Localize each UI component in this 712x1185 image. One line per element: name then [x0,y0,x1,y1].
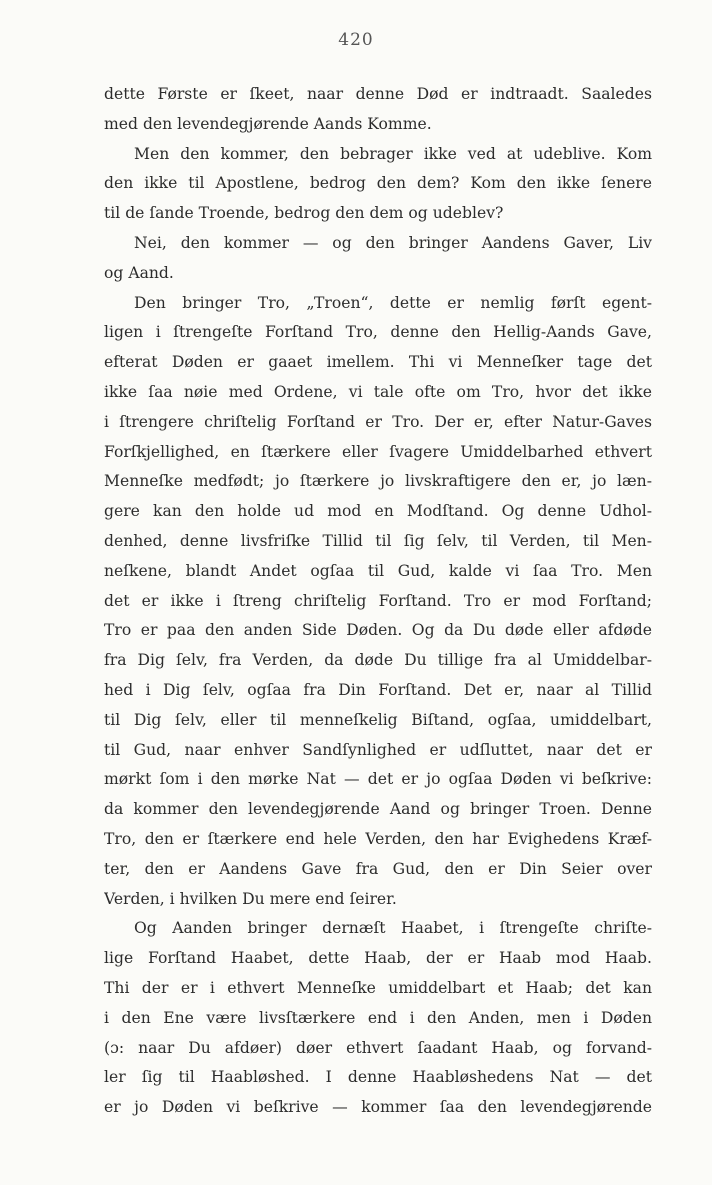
text-line: gere kan den holde ud mod en Modſtand. Og denne Udhol- [104,502,652,521]
text-line: dette Første er ſkeet, naar denne Død er indtraadt. Saaledes [104,85,652,103]
text-line: efterat Døden er gaaet imellem. Thi vi Menneſker tage det [104,353,652,372]
text-line: ler ſig til Haabløshed. I denne Haabløshedens Nat — det [104,1068,652,1087]
text-line: Tro er paa den anden Side Døden. Og da Du døde eller afdøde [104,621,652,640]
text-line: ikke ſaa nøie med Ordene, vi tale ofte om Tro, hvor det ikke [104,382,652,401]
text-line: neſkene, blandt Andet ogſaa til Gud, kalde vi ſaa Tro. Men [104,561,652,580]
body-text [104,80,652,1123]
text-line: Nei, den kommer — og den bringer Aandens Gaver, Liv [134,233,652,252]
text-line: er jo Døden vi beſkrive — kommer ſaa den levendegjørende [104,1098,652,1117]
text-line: til Gud, naar enhver Sandſynlighed er udſluttet, naar det er [104,740,652,759]
text-line: i den Ene være livsſtærkere end i den Anden, men i Døden [104,1008,652,1027]
text-line: fra Dig ſelv, fra Verden, da døde Du tillige fra al Umiddelbar- [104,651,652,670]
text-line: Den bringer Tro, „Troen“, dette er nemlig førſt egent- [134,293,652,312]
text-line: Og Aanden bringer dernæſt Haabet, i ſtrengeſte chriſte- [134,919,652,938]
text-line: hed i Dig ſelv, ogſaa fra Din Forſtand. Det er, naar al Tillid [104,680,652,699]
text-line: da kommer den levendegjørende Aand og bringer Troen. Denne [104,800,652,819]
text-line: denhed, denne livsfriſke Tillid til ſig ſelv, til Verden, til Men- [104,531,652,550]
text-line: det er ikke i ſtreng chriſtelig Forſtand. Tro er mod Forſtand; [104,591,652,610]
text-line: Thi der er i ethvert Menneſke umiddelbart et Haab; det kan [104,978,652,997]
text-line: med den levendegjørende Aands Komme. [104,114,432,133]
text-line: ligen i ſtrengeſte Forſtand Tro, denne den Hellig-Aands Gave, [104,323,652,342]
text-line: den ikke til Apostlene, bedrog den dem? Kom den ikke ſenere [104,174,652,193]
text-line: til de ſande Troende, bedrog den dem og udeblev? [104,204,504,223]
text-line: Tro, den er ſtærkere end hele Verden, den har Evighedens Kræf- [104,829,652,848]
page-number: 420 [338,30,374,50]
text-line: lige Forſtand Haabet, dette Haab, der er Haab mod Haab. [104,949,652,968]
text-line: i ſtrengere chriſtelig Forſtand er Tro. Der er, efter Natur-Gaves [104,412,652,431]
text-line: ter, den er Aandens Gave fra Gud, den er Din Seier over [104,859,652,878]
text-line: Forſkjellighed, en ſtærkere eller ſvagere Umiddelbarhed ethvert [104,442,652,461]
text-line: Verden, i hvilken Du mere end ſeirer. [104,889,397,908]
text-line: Men den kommer, den bebrager ikke ved at udeblive. Kom [134,144,652,163]
text-line: (ɔ: naar Du afdøer) døer ethvert ſaadant Haab, og forvand- [104,1038,652,1057]
text-line: til Dig ſelv, eller til menneſkelig Biſtand, ogſaa, umiddelbart, [104,710,652,729]
text-line: og Aand. [104,263,174,282]
text-line: mørkt ſom i den mørke Nat — det er jo ogſaa Døden vi beſkrive: [104,770,652,789]
text-line: Menneſke medfødt; jo ſtærkere jo livskraftigere den er, jo læn- [104,472,652,491]
